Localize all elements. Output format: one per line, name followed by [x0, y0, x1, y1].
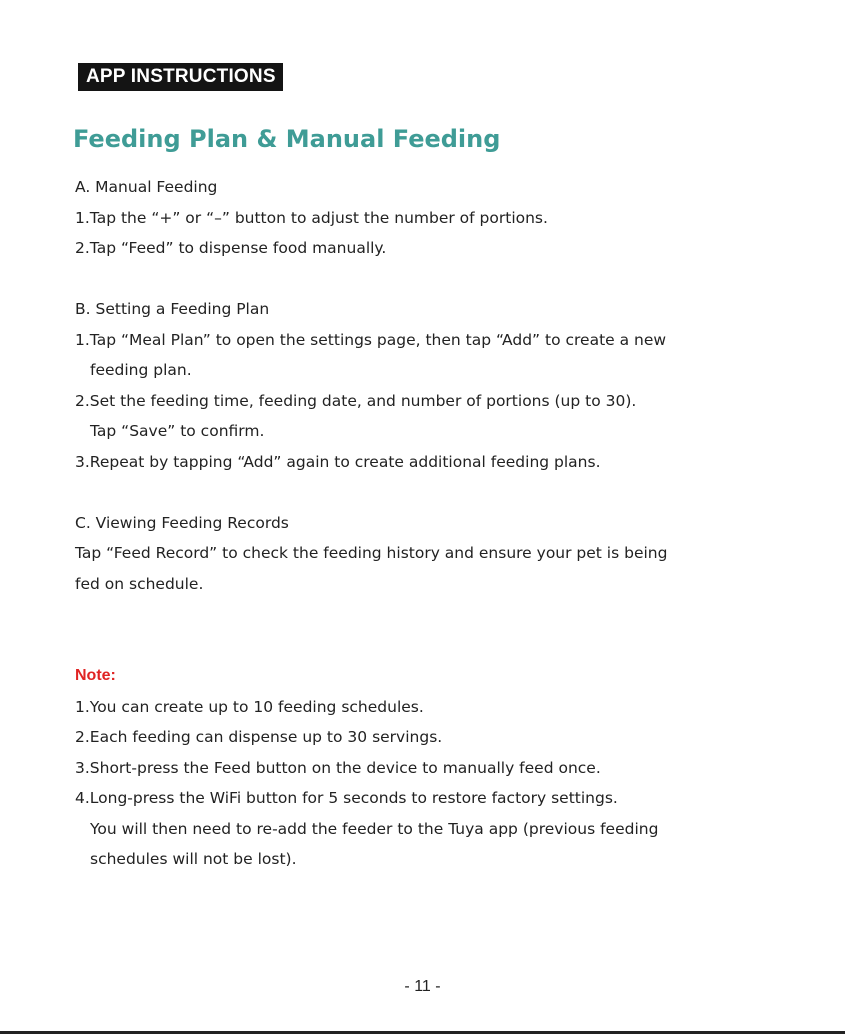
note-item-1: 1.You can create up to 10 feeding schedules.	[75, 697, 424, 716]
spacer	[75, 599, 795, 661]
note-item-2: 2.Each feeding can dispense up to 30 servings.	[75, 728, 443, 746]
section-c-text-1: Tap “Feed Record” to check the feeding history and ensure your pet is being	[75, 544, 668, 562]
instructions-body	[75, 172, 795, 875]
spacer	[75, 477, 795, 508]
section-b-step-2: 2.Set the feeding time, feeding date, and number of portions (up to 30).	[75, 391, 637, 410]
section-c-heading: C. Viewing Feeding Records	[75, 513, 289, 532]
section-a-step-2: 2.Tap “Feed” to dispense food manually.	[75, 239, 387, 257]
page-title: Feeding Plan & Manual Feeding	[73, 125, 501, 153]
section-a-step-1: 1.Tap the “+” or “–” button to adjust the number of portions.	[75, 208, 548, 227]
section-c-text-2: fed on schedule.	[75, 574, 204, 593]
section-b-step-2-cont: Tap “Save” to confirm.	[90, 422, 265, 440]
section-b-step-3: 3.Repeat by tapping “Add” again to create additional feeding plans.	[75, 452, 601, 471]
page-number: - 11 -	[404, 978, 441, 995]
note-item-4: 4.Long-press the WiFi button for 5 seconds to restore factory settings.	[75, 789, 618, 807]
note-label: Note:	[75, 667, 116, 684]
section-badge: APP INSTRUCTIONS	[78, 63, 283, 91]
section-b-step-1: 1.Tap “Meal Plan” to open the settings page, then tap “Add” to create a new	[75, 330, 667, 349]
section-a-heading: A. Manual Feeding	[75, 178, 218, 196]
note-item-4-cont-2: schedules will not be lost).	[90, 850, 297, 868]
note-item-4-cont: You will then need to re-add the feeder to the Tuya app (previous feeding	[90, 819, 659, 838]
section-b-step-1-cont: feeding plan.	[90, 361, 192, 379]
spacer	[75, 264, 795, 295]
section-b-heading: B. Setting a Feeding Plan	[75, 300, 270, 318]
note-item-3: 3.Short-press the Feed button on the device to manually feed once.	[75, 758, 601, 777]
